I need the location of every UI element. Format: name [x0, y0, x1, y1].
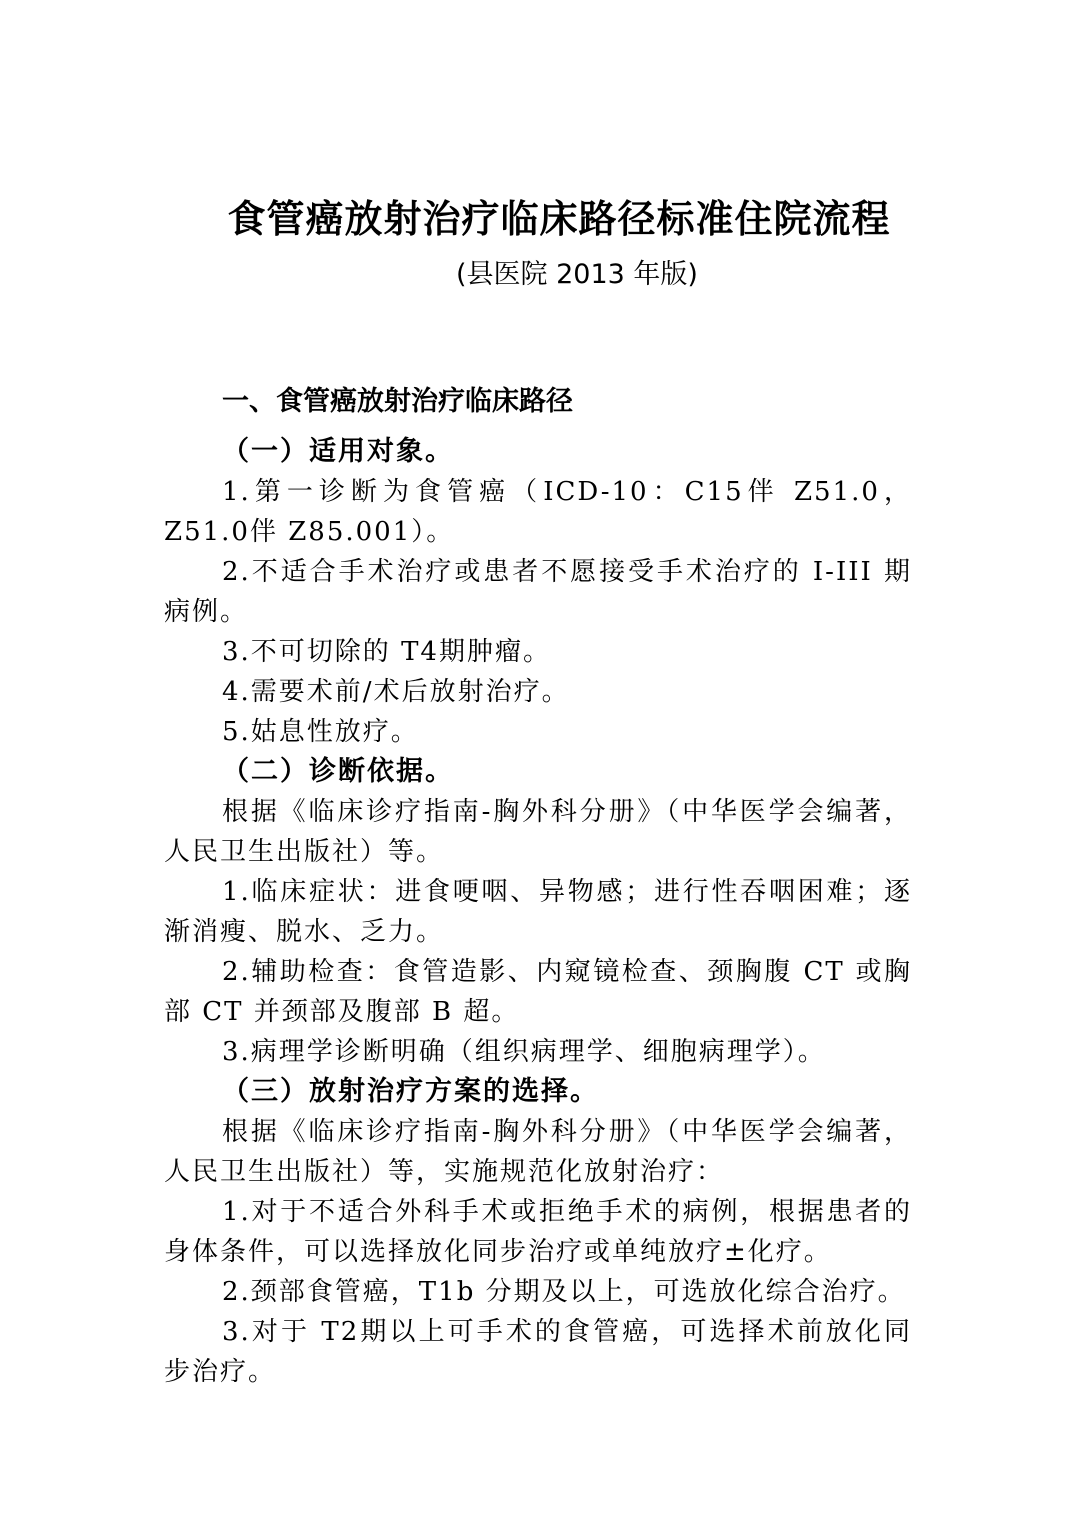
subsection-heading: （一）适用对象。: [222, 436, 454, 467]
paragraph: 1.对于不适合外科手术或拒绝手术的病例，根据患者的身体条件，可以选择放化同步治疗或单纯放疗±化疗。: [164, 1197, 912, 1267]
subsection-heading: （二）诊断依据。: [222, 756, 454, 787]
document-title: 食管癌放射治疗临床路径标准住院流程: [227, 197, 891, 241]
subsection-applicable-objects: [164, 432, 912, 752]
document-subtitle: (县医院 2013 年版): [456, 259, 698, 290]
paragraph: 2.颈部食管癌，T1b 分期及以上，可选放化综合治疗。: [222, 1277, 906, 1307]
paragraph: 1.第一诊断为食管癌（ICD-10：C15伴 Z51.0，Z51.0伴 Z85.001）。: [164, 477, 912, 547]
paragraph: 根据《临床诊疗指南-胸外科分册》（中华医学会编著，人民卫生出版社）等，实施规范化放射治疗：: [164, 1117, 912, 1187]
paragraph: 2.不适合手术治疗或患者不愿接受手术治疗的 I-III 期病例。: [164, 557, 912, 627]
paragraph: 2.辅助检查：食管造影、内窥镜检查、颈胸腹 CT 或胸部 CT 并颈部及腹部 B 超。: [164, 957, 912, 1027]
document-body: [164, 382, 912, 1392]
subsection-treatment-selection: [164, 1072, 912, 1392]
subsection-diagnosis-basis: [164, 752, 912, 1072]
paragraph: 3.不可切除的 T4期肿瘤。: [222, 637, 551, 667]
paragraph: 3.病理学诊断明确（组织病理学、细胞病理学）。: [222, 1037, 826, 1067]
paragraph: 根据《临床诊疗指南-胸外科分册》（中华医学会编著，人民卫生出版社）等。: [164, 797, 912, 867]
paragraph: 5.姑息性放疗。: [222, 717, 419, 747]
paragraph: 4.需要术前/术后放射治疗。: [222, 677, 570, 707]
paragraph: 3.对于 T2期以上可手术的食管癌，可选择术前放化同步治疗。: [164, 1317, 912, 1387]
subsection-heading: （三）放射治疗方案的选择。: [222, 1076, 599, 1107]
paragraph: 1.临床症状：进食哽咽、异物感；进行性吞咽困难；逐渐消瘦、脱水、乏力。: [164, 877, 912, 947]
section-heading: 一、食管癌放射治疗临床路径: [222, 386, 573, 417]
